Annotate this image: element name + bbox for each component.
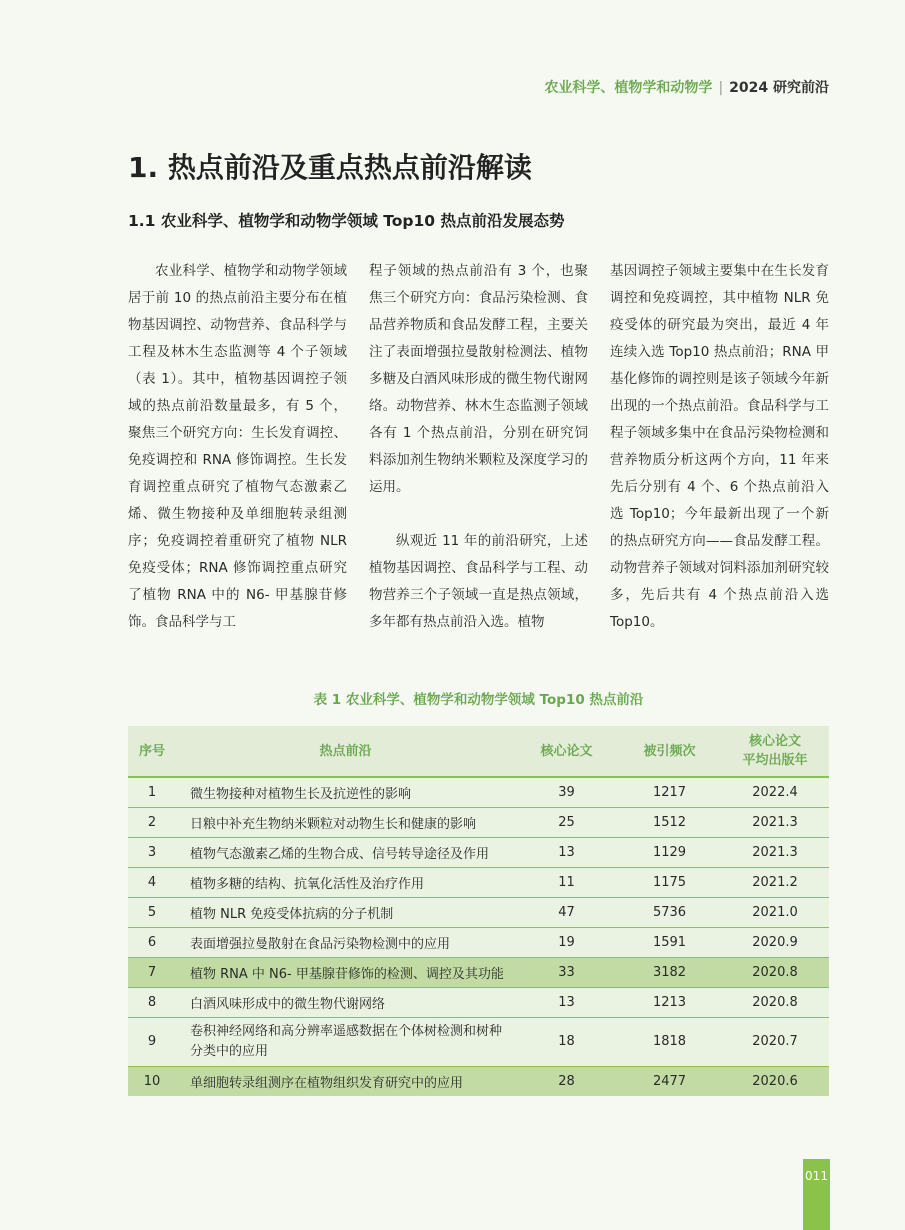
cell-papers: 25: [515, 808, 618, 838]
section-subtitle: 1.1 农业科学、植物学和动物学领域 Top10 热点前沿发展态势: [128, 212, 565, 230]
cell-papers: 47: [515, 898, 618, 928]
text-column-3: [610, 258, 829, 636]
table-row: [128, 928, 829, 958]
header-separator: |: [718, 80, 724, 96]
cell-title: 植物 NLR 免疫受体抗病的分子机制: [176, 898, 515, 928]
table-row: [128, 838, 829, 868]
cell-year: 2020.8: [721, 988, 829, 1018]
table-row: [128, 988, 829, 1018]
cell-title: [176, 1018, 515, 1067]
cell-year: 2021.3: [721, 838, 829, 868]
cell-papers: 39: [515, 777, 618, 808]
header-year: [721, 726, 829, 777]
cell-no: 8: [128, 988, 176, 1018]
header-report: 2024 研究前沿: [729, 80, 829, 96]
paragraph: 农业科学、植物学和动物学领域居于前 10 的热点前沿主要分布在植物基因调控、动物营养、食品科学与工程及林木生态监测等 4 个子领域（表 1）。其中，植物基因调控子领域的热点前沿数量最多，有 5 个，聚焦三个研究方向：生长发育调控、免疫调控和 RNA 修饰调控。生长发育调控重点研究了植物气态激素乙烯、微生物接种及单细胞转录组测序；免疫调控着重研究了植物 NLR 免疫受体；RNA 修饰调控重点研究了植物 RNA 中的 N6- 甲基腺苷修饰。食品科学与工: [128, 263, 347, 630]
table-row: [128, 777, 829, 808]
cell-title: 白酒风味形成中的微生物代谢网络: [176, 988, 515, 1018]
cell-papers: 18: [515, 1018, 618, 1067]
cell-cites: 5736: [618, 898, 721, 928]
cell-year: 2021.0: [721, 898, 829, 928]
cell-no: 3: [128, 838, 176, 868]
cell-cites: 1512: [618, 808, 721, 838]
header-no: 序号: [128, 726, 176, 777]
cell-papers: 11: [515, 868, 618, 898]
cell-title: 植物气态激素乙烯的生物合成、信号转导途径及作用: [176, 838, 515, 868]
cell-cites: 1129: [618, 838, 721, 868]
cell-year: 2020.8: [721, 958, 829, 988]
cell-cites: 3182: [618, 958, 721, 988]
cell-cites: 1217: [618, 777, 721, 808]
cell-cites: 2477: [652, 1074, 687, 1089]
paragraph: 基因调控子领域主要集中在生长发育调控和免疫调控，其中植物 NLR 免疫受体的研究最为突出，最近 4 年连续入选 Top10 热点前沿；RNA 甲基化修饰的调控则是该子领域今年新出现的一个热点前沿。食品科学与工程子领域多集中在食品污染物检测和营养物质分析这两个方向，11 年来先后分别有 4 个、6 个热点前沿入选 Top10；今年最新出现了一个新的热点研究方向——食品发酵工程。动物营养子领域对饲料添加剂研究较多，先后共有 4 个热点前沿入选 Top10。: [610, 263, 829, 630]
header-cites: 被引频次: [618, 726, 721, 777]
cell-title: 单细胞转录组测序在植物组织发育研究中的应用: [190, 1076, 464, 1091]
cell-title: 日粮中补充生物纳米颗粒对动物生长和健康的影响: [176, 808, 515, 838]
header-section: 农业科学、植物学和动物学: [544, 80, 713, 96]
table-row: [128, 868, 829, 898]
page-title: 1. 热点前沿及重点热点前沿解读: [128, 151, 532, 184]
cell-papers: 13: [515, 988, 618, 1018]
table-header-row: [128, 726, 829, 777]
cell-no: 9: [128, 1018, 176, 1067]
cell-title-line2: 分类中的应用: [190, 1044, 269, 1059]
text-column-2: [369, 258, 588, 636]
cell-no: 5: [128, 898, 176, 928]
header-year-line1: 核心论文: [748, 734, 801, 749]
page-number: 011: [805, 1169, 828, 1183]
cell-year: 2020.7: [721, 1018, 829, 1067]
cell-year: 2020.9: [721, 928, 829, 958]
table-row: [128, 808, 829, 838]
header-year-line2: 平均出版年: [742, 753, 808, 768]
cell-year: 2021.3: [721, 808, 829, 838]
cell-papers: 28: [558, 1074, 575, 1089]
header-front: 热点前沿: [176, 726, 515, 777]
cell-cites: 1818: [618, 1018, 721, 1067]
table-row-highlighted: [128, 958, 829, 988]
paragraph: 纵观近 11 年的前沿研究，上述植物基因调控、食品科学与工程、动物营养三个子领域一直是热点领域，多年都有热点前沿入选。植物: [369, 533, 588, 630]
cell-no: 4: [128, 868, 176, 898]
cell-year: 2020.6: [752, 1074, 798, 1089]
cell-cites: 1591: [618, 928, 721, 958]
paragraph: 程子领域的热点前沿有 3 个，也聚焦三个研究方向：食品污染检测、食品营养物质和食品发酵工程，主要关注了表面增强拉曼散射检测法、植物多糖及白酒风味形成的微生物代谢网络。动物营养、林木生态监测子领域各有 1 个热点前沿，分别在研究饲料添加剂生物纳米颗粒及深度学习的运用。: [369, 263, 588, 495]
running-header: [544, 77, 829, 97]
text-column-1: [128, 258, 347, 636]
cell-no: 10: [143, 1074, 161, 1089]
cell-title: 表面增强拉曼散射在食品污染物检测中的应用: [176, 928, 515, 958]
cell-title: 植物 RNA 中 N6- 甲基腺苷修饰的检测、调控及其功能: [176, 958, 515, 988]
cell-papers: 19: [515, 928, 618, 958]
cell-papers: 33: [515, 958, 618, 988]
cell-title: 植物多糖的结构、抗氧化活性及治疗作用: [176, 868, 515, 898]
table-row: [128, 1018, 829, 1067]
cell-no: 7: [128, 958, 176, 988]
cell-cites: 1175: [618, 868, 721, 898]
header-papers: 核心论文: [515, 726, 618, 777]
cell-year: 2021.2: [721, 868, 829, 898]
table-row: [128, 898, 829, 928]
cell-no: 6: [128, 928, 176, 958]
cell-papers: 13: [515, 838, 618, 868]
cell-no: 2: [128, 808, 176, 838]
cell-title: 微生物接种对植物生长及抗逆性的影响: [176, 777, 515, 808]
table-row-highlighted: [128, 1067, 829, 1097]
cell-year: 2022.4: [721, 777, 829, 808]
table-caption: 表 1 农业科学、植物学和动物学领域 Top10 热点前沿: [313, 692, 644, 708]
cell-title-line1: 卷积神经网络和高分辨率遥感数据在个体树检测和树种: [190, 1024, 503, 1039]
cell-cites: 1213: [618, 988, 721, 1018]
cell-no: 1: [128, 777, 176, 808]
hot-fronts-table: [128, 726, 829, 1096]
